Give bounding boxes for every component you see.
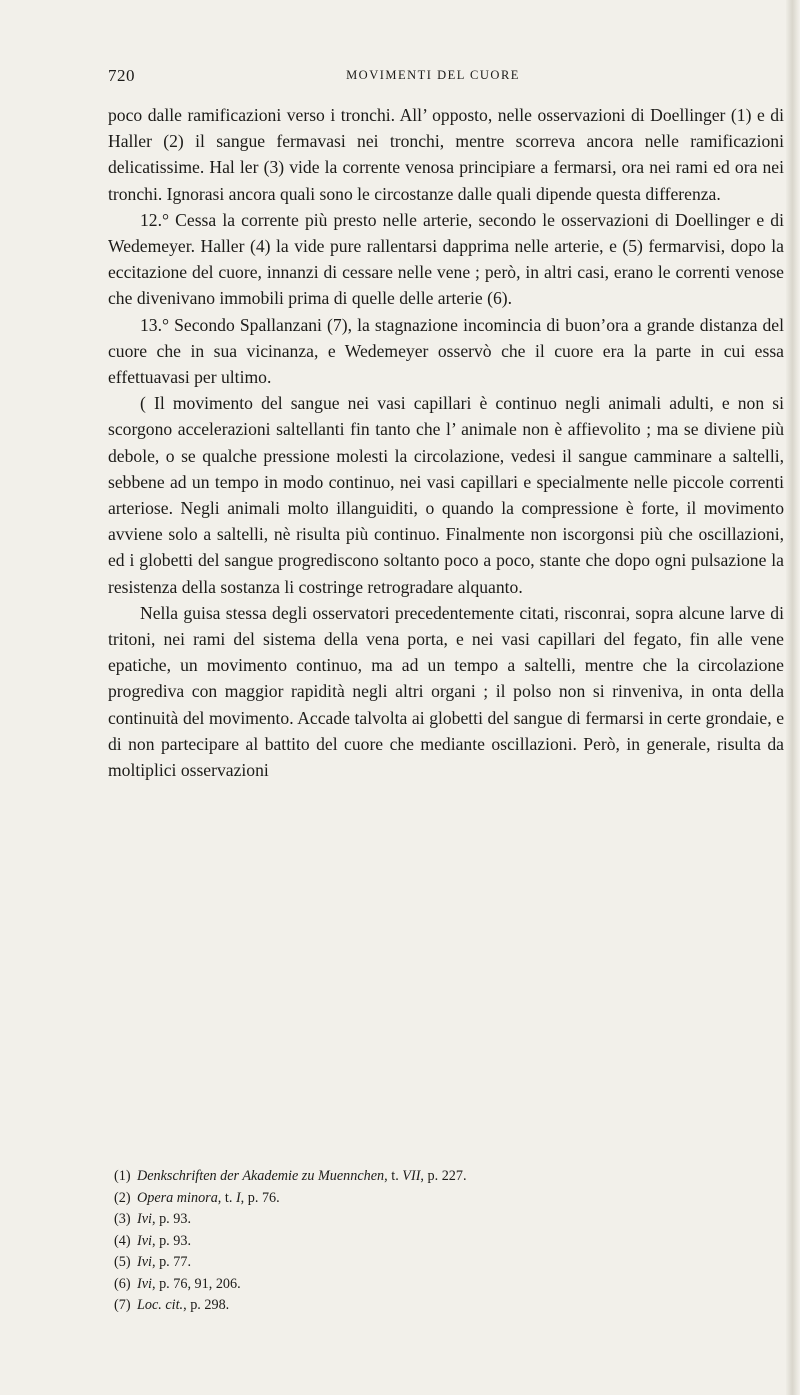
footnote-page: , p. 93. [151, 1232, 191, 1249]
page-edge-shadow [786, 0, 800, 1395]
footnote-number: (4) [114, 1232, 131, 1249]
footnote-volume-label: , t. [384, 1168, 403, 1184]
footnote-page: , p. 93. [151, 1211, 191, 1227]
footnote-volume: I [235, 1189, 241, 1206]
footnote-volume-label: , t. [217, 1189, 236, 1206]
paragraph-section-13: 13.° Secondo Spallanzani (7), la stagnazione incomincia di buon’ora a grande distanza del cuore che in sua vicinanza, e Wedemeyer osservò che il cuore era la parte in cui essa effettuavasi per ultimo. [108, 314, 784, 388]
paragraph-observations: Nella guisa stessa degli osservatori precedentemente citati, risconrai, sopra alcune larve di tritoni, nei rami del sistema della vena porta, e nei vasi capillari del fegato, fin alle vene epatiche, un movimento continuo, ma ad un tempo a saltelli, mentre che la circolazione progrediva con maggior rapidità negli altri organi ; il polso non si rinveniva, in onta della continuità del movimento. Accade talvolta ai globetti del sangue di fermarsi in certe grondaie, e di non partecipare al battito del cuore che mediante oscillazioni. Però, in generale, risulta da moltiplici osservazioni [108, 602, 784, 781]
page-header [108, 66, 758, 88]
footnote-page: , p. 227. [420, 1168, 467, 1184]
footnote-page: , p. 76. [240, 1189, 280, 1206]
footnote-work: Loc. cit. [137, 1297, 184, 1313]
running-head: MOVIMENTI DEL CUORE [346, 68, 520, 82]
paragraph-capillary-movement: ( Il movimento del sangue nei vasi capillari è continuo negli animali adulti, e non si scorgono accelerazioni saltellanti fin tanto che l’ animale non è affievolito ; ma se diviene più debole, o se qualche pressione molesti la circolazione, vedesi il sangue camminare a saltelli, sebbene ad un tempo in modo continuo, nei vasi capillari e specialmente nelle piccole correnti arteriose. Negli animali molto illanguiditi, o quando la compressione è forte, il movimento avviene solo a saltelli, nè risulta più continuo. Finalmente non iscorgonsi più che oscillazioni, ed i globetti del sangue progrediscono soltanto poco a poco, stante che dopo ogni pulsazione la resistenza della sostanza li costringe retrogradare alquanto. [108, 393, 784, 597]
paragraph-continuation: poco dalle ramificazioni verso i tronchi. All’ opposto, nelle osservazioni di Doellinger (1) e di Haller (2) il sangue fermavasi nei tronchi, mentre scorreva ancora nelle ramificazioni delicatissime. Hal ler (3) vide la corrente venosa principiare a fermarsi, ora nei rami ed ora nei tronchi. Ignorasi ancora quali sono le circostanze dalle quali dipende questa differenza. [108, 105, 784, 204]
footnote-page: , p. 76, 91, 206. [151, 1275, 241, 1292]
footnote-number: (7) [114, 1297, 131, 1313]
footnote-volume: VII [402, 1168, 421, 1184]
page-number: 720 [108, 66, 135, 85]
footnote-page: , p. 298. [183, 1297, 230, 1313]
footnote-number: (6) [114, 1275, 131, 1292]
footnote-work: Ivi [137, 1211, 152, 1227]
paragraph-section-12: 12.° Cessa la corrente più presto nelle arterie, secondo le osservazioni di Doellinger e di Wedemeyer. Haller (4) la vide pure rallentarsi dapprima nelle arterie, e (5) fermarvisi, dopo la eccitazione del cuore, innanzi di cessare nelle vene ; però, in altri casi, erano le correnti venose che divenivano immobili prima di quelle delle arterie (6). [108, 209, 784, 309]
footnote-work: Denkschriften der Akademie zu Muennchen [137, 1168, 385, 1184]
footnote-3 [114, 1209, 754, 1231]
footnote-5 [114, 1252, 754, 1274]
footnote-2 [114, 1188, 754, 1210]
footnote-work: Ivi [137, 1254, 152, 1270]
footnote-number: (1) [114, 1168, 131, 1184]
footnote-page: , p. 77. [151, 1254, 191, 1270]
footnote-6 [114, 1274, 754, 1296]
footnote-7 [114, 1295, 754, 1317]
footnote-number: (2) [114, 1189, 131, 1206]
footnote-work: Ivi [137, 1275, 152, 1292]
footnote-number: (5) [114, 1254, 131, 1270]
footnote-work: Ivi [137, 1232, 152, 1249]
footnote-work: Opera minora [137, 1189, 218, 1206]
footnote-number: (3) [114, 1211, 131, 1227]
footnotes [114, 1166, 754, 1317]
body-text [108, 102, 784, 783]
footnote-1 [114, 1166, 754, 1188]
footnote-4 [114, 1231, 754, 1253]
